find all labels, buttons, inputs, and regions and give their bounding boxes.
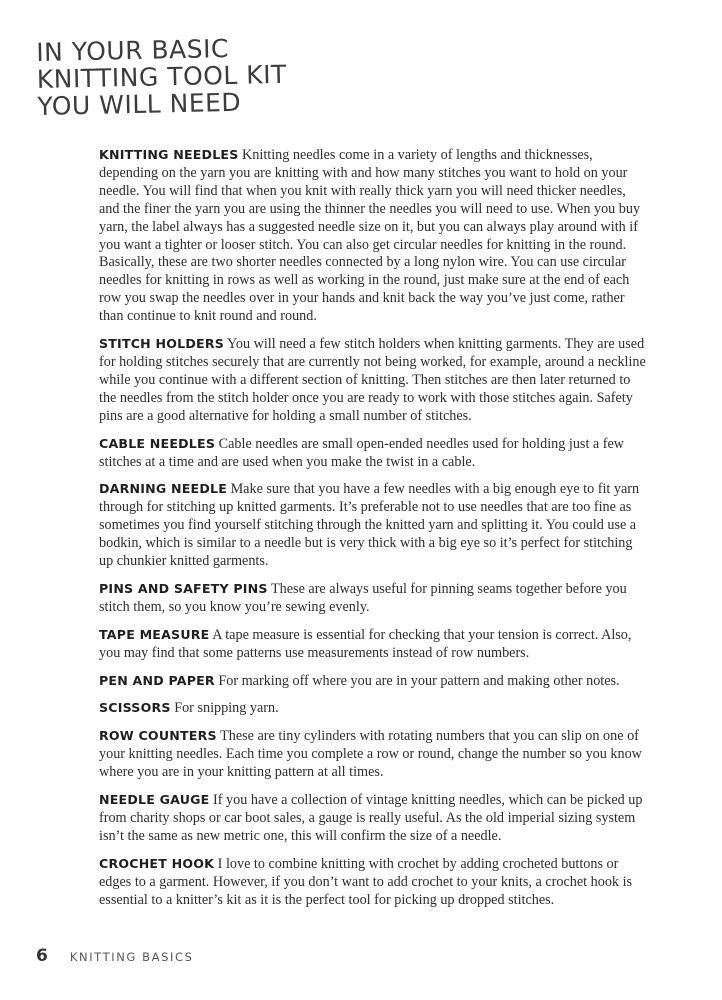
tool-entry-darning-needle	[99, 480, 647, 571]
page-title-line: YOU WILL NEED	[37, 87, 242, 121]
entry-text: Cable needles are small open-ended needles used for holding just a few stitches at a time and are used when you make the twist in a cable.	[99, 435, 625, 470]
running-head: KNITTING BASICS	[69, 950, 194, 964]
entry-text: If you have a collection of vintage knitting needles, which can be picked up from charity shops or car boot sales, a gauge is really useful. As the old imperial sizing system isn’t the same as new metric one, this will confirm the size of a needle.	[99, 792, 643, 844]
tool-entry-crochet-hook	[99, 855, 647, 910]
entry-text: I love to combine knitting with crochet by adding crocheted buttons or edges to a garment. However, if you don’t want to add crochet to your knits, a crochet hook is essential to a knitter’s kit as it is the perfect tool for picking up dropped stitches.	[99, 855, 633, 908]
tool-entry-cable-needles	[99, 435, 647, 472]
entry-text: For snipping yarn.	[174, 700, 279, 717]
entry-text: These are tiny cylinders with rotating numbers that you can slip on one of your knitting needles. Each time you complete a row or round, change the number so you know where you are in your knitting pattern at all times.	[99, 728, 642, 781]
entry-text: Knitting needles come in a variety of lengths and thicknesses, depending on the yarn you are knitting with and how many stitches you want to hold on your needle. You will find that when you knit with really thick yarn you will need thicker needles, and the finer the yarn you are using the thinner the needles you will need to use. When you buy yarn, the label always has a suggested needle size on it, but you can always play around with if you want a tighter or looser stitch. You can also get circular needles for knitting in the round. Basically, these are two shorter needles connected by a long nylon wire. You can use circular needles for knitting in rows as well as working in the round, just make sure at the end of each row you swap the needles over in your hands and knit back the way you’ve just come, rather than continue to knit round and round.	[99, 147, 641, 325]
entry-term: TAPE MEASURE	[99, 626, 210, 642]
entry-text: These are always useful for pinning seams together before you stitch them, so you know you’re sewing evenly.	[99, 580, 627, 615]
tool-entry-knitting-needles	[99, 146, 647, 326]
tool-entry-row-counters	[99, 727, 647, 782]
entry-term: PEN AND PAPER	[99, 672, 215, 688]
tool-entry-stitch-holders	[99, 335, 647, 426]
entry-text: You will need a few stitch holders when knitting garments. They are used for holding stitches securely that are currently not being worked, for example, around a neckline while you continue with a different section of knitting. Then stitches are then later returned to the needles from the stitch holder once you are ready to work with those stitches again. Safety pins are a good alternative for holding a small number of stitches.	[99, 336, 646, 424]
page-title	[36, 35, 288, 120]
entry-term: SCISSORS	[99, 700, 171, 716]
tool-entry-scissors	[99, 699, 647, 718]
entry-term: STITCH HOLDERS	[99, 336, 224, 352]
entry-text: For marking off where you are in your pattern and making other notes.	[218, 672, 620, 689]
entry-term: PINS AND SAFETY PINS	[99, 580, 268, 596]
entry-term: NEEDLE GAUGE	[99, 792, 210, 808]
entry-term: DARNING NEEDLE	[99, 481, 228, 497]
tool-entry-pins-and-safety-pins	[99, 580, 647, 617]
page-title-line: KNITTING TOOL KIT	[36, 59, 288, 94]
entry-term: KNITTING NEEDLES	[99, 147, 239, 162]
tool-entry-pen-and-paper	[99, 672, 647, 691]
tool-entry-tape-measure	[99, 626, 647, 663]
page-number: 6	[36, 946, 48, 966]
entry-term: CROCHET HOOK	[99, 855, 215, 871]
tool-entry-needle-gauge	[99, 791, 647, 846]
entry-text: A tape measure is essential for checking that your tension is correct. Also, you may find that some patterns use measurements instead of row numbers.	[99, 626, 632, 661]
page-footer	[36, 946, 194, 966]
tool-list	[99, 146, 647, 919]
entry-term: ROW COUNTERS	[99, 728, 217, 744]
page-title-line: IN YOUR BASIC	[35, 33, 230, 67]
entry-term: CABLE NEEDLES	[99, 435, 216, 451]
entry-text: Make sure that you have a few needles with a big enough eye to fit yarn through for stitching up knitted garments. It’s preferable not to use needles that are too fine as sometimes you find yourself stitching through the knitted yarn and splitting it. You could use a bodkin, which is similar to a needle but is very thick with a big eye so it’s perfect for stitching up chunkier knitted garments.	[99, 481, 640, 570]
